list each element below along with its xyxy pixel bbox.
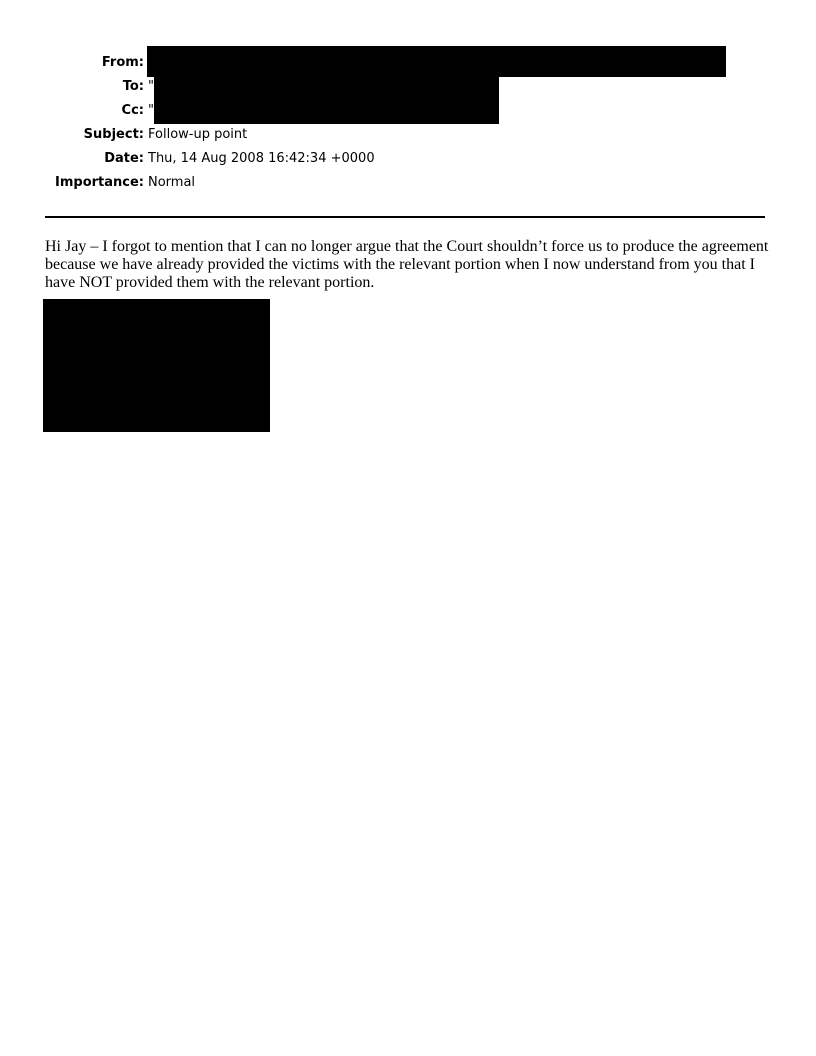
- importance-label: Importance:: [55, 175, 144, 190]
- recipients-redaction: [154, 77, 499, 124]
- cc-label: Cc:: [121, 103, 144, 118]
- to-label: To:: [122, 79, 144, 94]
- date-value: Thu, 14 Aug 2008 16:42:34 +0000: [148, 151, 375, 166]
- to-value: ": [148, 79, 154, 94]
- signature-redaction: [43, 299, 270, 432]
- from-label: From:: [101, 55, 144, 70]
- date-label: Date:: [104, 151, 144, 166]
- cc-value: ": [148, 103, 154, 118]
- header-divider: [45, 216, 765, 218]
- subject-label: Subject:: [83, 127, 144, 142]
- subject-value: Follow-up point: [148, 127, 248, 142]
- email-body-text: Hi Jay – I forgot to mention that I can no longer argue that the Court shouldn’t force us to produce the agreement because we have already provided the victims with the relevant portion when I now understand from you that I have NOT provided them with the relevant portion.: [45, 238, 769, 291]
- from-redaction: [147, 46, 726, 77]
- importance-value: Normal: [148, 175, 196, 190]
